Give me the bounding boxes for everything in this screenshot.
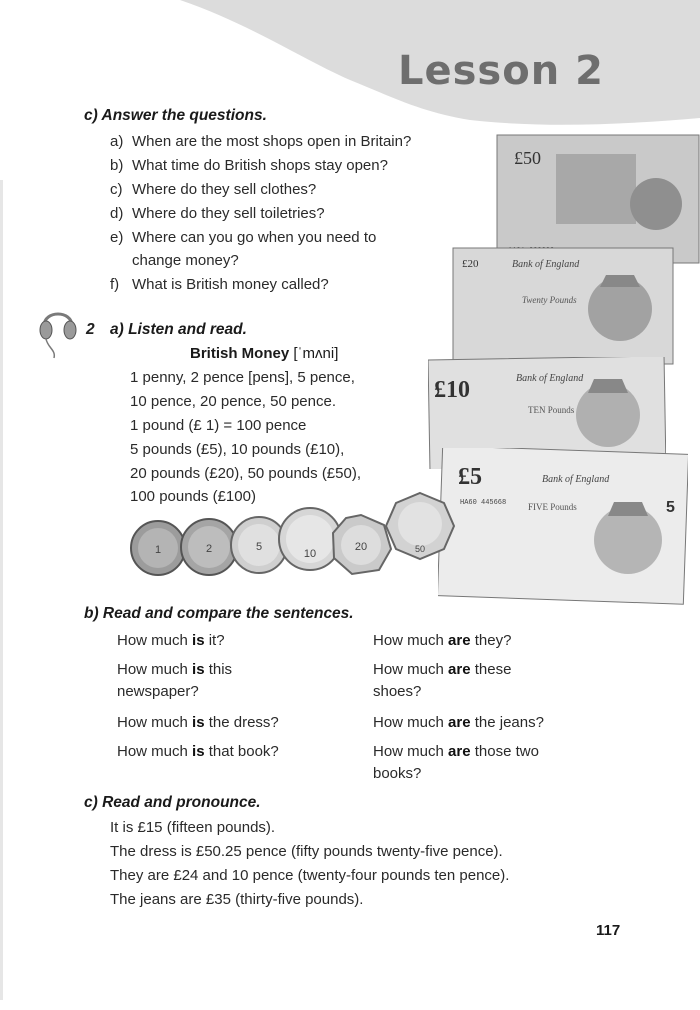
svg-text:1: 1 — [154, 544, 162, 556]
question-b: b) What time do British shops stay open? — [110, 157, 388, 174]
exercise-number: 2 — [86, 321, 95, 338]
pronounce-line: They are £24 and 10 pence (twenty-four pounds ten pence). — [110, 867, 510, 884]
compare-right-1: How much are they? — [373, 632, 512, 649]
twenty-note-word: Twenty Pounds — [522, 295, 577, 305]
compare-left-3: How much is the dress? — [117, 714, 279, 731]
compare-left-4: How much is that book? — [117, 743, 279, 760]
svg-text:5: 5 — [255, 541, 263, 553]
twenty-note-value: £20 — [462, 258, 479, 270]
svg-text:50: 50 — [414, 544, 426, 554]
pronounce-line: The dress is £50.25 pence (fifty pounds twenty-five pence). — [110, 843, 503, 860]
question-c: c) Where do they sell clothes? — [110, 181, 317, 198]
money-line: 100 pounds (£100) — [130, 488, 256, 505]
page-edge-strip — [0, 180, 3, 1000]
pronounce-line: It is £15 (fifteen pounds). — [110, 819, 276, 836]
compare-left-1: How much is it? — [117, 632, 225, 649]
money-line: 1 penny, 2 pence [pens], 5 pence, — [130, 369, 355, 386]
answer-questions-heading: c) Answer the questions. — [84, 107, 267, 124]
svg-text:10: 10 — [303, 548, 317, 560]
five-note-serial: HA60 445668 — [460, 499, 507, 507]
pronounce-heading: c) Read and pronounce. — [84, 794, 261, 811]
headphones-icon — [38, 302, 78, 362]
compare-right-3: How much are the jeans? — [373, 714, 544, 731]
svg-text:2: 2 — [205, 543, 213, 555]
page-number: 117 — [596, 922, 621, 939]
five-pound-note — [438, 448, 688, 606]
compare-right-2: How much are these shoes? — [373, 661, 512, 700]
five-note-word: FIVE Pounds — [528, 502, 577, 512]
five-note-value: £5 — [458, 464, 482, 490]
five-note-corner: 5 — [666, 499, 675, 516]
lesson-title: Lesson 2 — [398, 48, 604, 94]
svg-text:20: 20 — [354, 541, 368, 553]
fifty-note-value: £50 — [514, 148, 541, 168]
twenty-note-bank: Bank of England — [512, 259, 580, 270]
coin-50p — [384, 490, 456, 562]
compare-heading: b) Read and compare the sentences. — [84, 605, 354, 622]
question-e-cont: change money? — [132, 252, 239, 269]
pronounce-line: The jeans are £35 (thirty-five pounds). — [110, 891, 364, 908]
question-f: f) What is British money called? — [110, 276, 329, 293]
listen-read-heading: a) Listen and read. — [110, 321, 247, 338]
money-line: 5 pounds (£5), 10 pounds (£10), — [130, 441, 345, 458]
compare-right-4: How much are those two books? — [373, 743, 539, 782]
twenty-pound-note — [452, 247, 674, 365]
question-e: e) Where can you go when you need to — [110, 229, 377, 246]
compare-left-2: How much is this newspaper? — [117, 661, 233, 700]
question-a: a) When are the most shops open in Britain? — [110, 133, 412, 150]
money-line: 1 pound (£ 1) = 100 pence — [130, 417, 307, 434]
money-line: 20 pounds (£20), 50 pounds (£50), — [130, 465, 361, 482]
ten-note-bank: Bank of England — [516, 373, 584, 384]
ten-note-value: £10 — [434, 377, 470, 403]
question-d: d) Where do they sell toiletries? — [110, 205, 325, 222]
ten-note-word: TEN Pounds — [528, 405, 575, 415]
five-note-bank: Bank of England — [542, 474, 610, 485]
british-money-title: British Money [ˈmʌni] — [190, 345, 339, 362]
money-line: 10 pence, 20 pence, 50 pence. — [130, 393, 337, 410]
fifty-pound-note — [496, 134, 700, 264]
